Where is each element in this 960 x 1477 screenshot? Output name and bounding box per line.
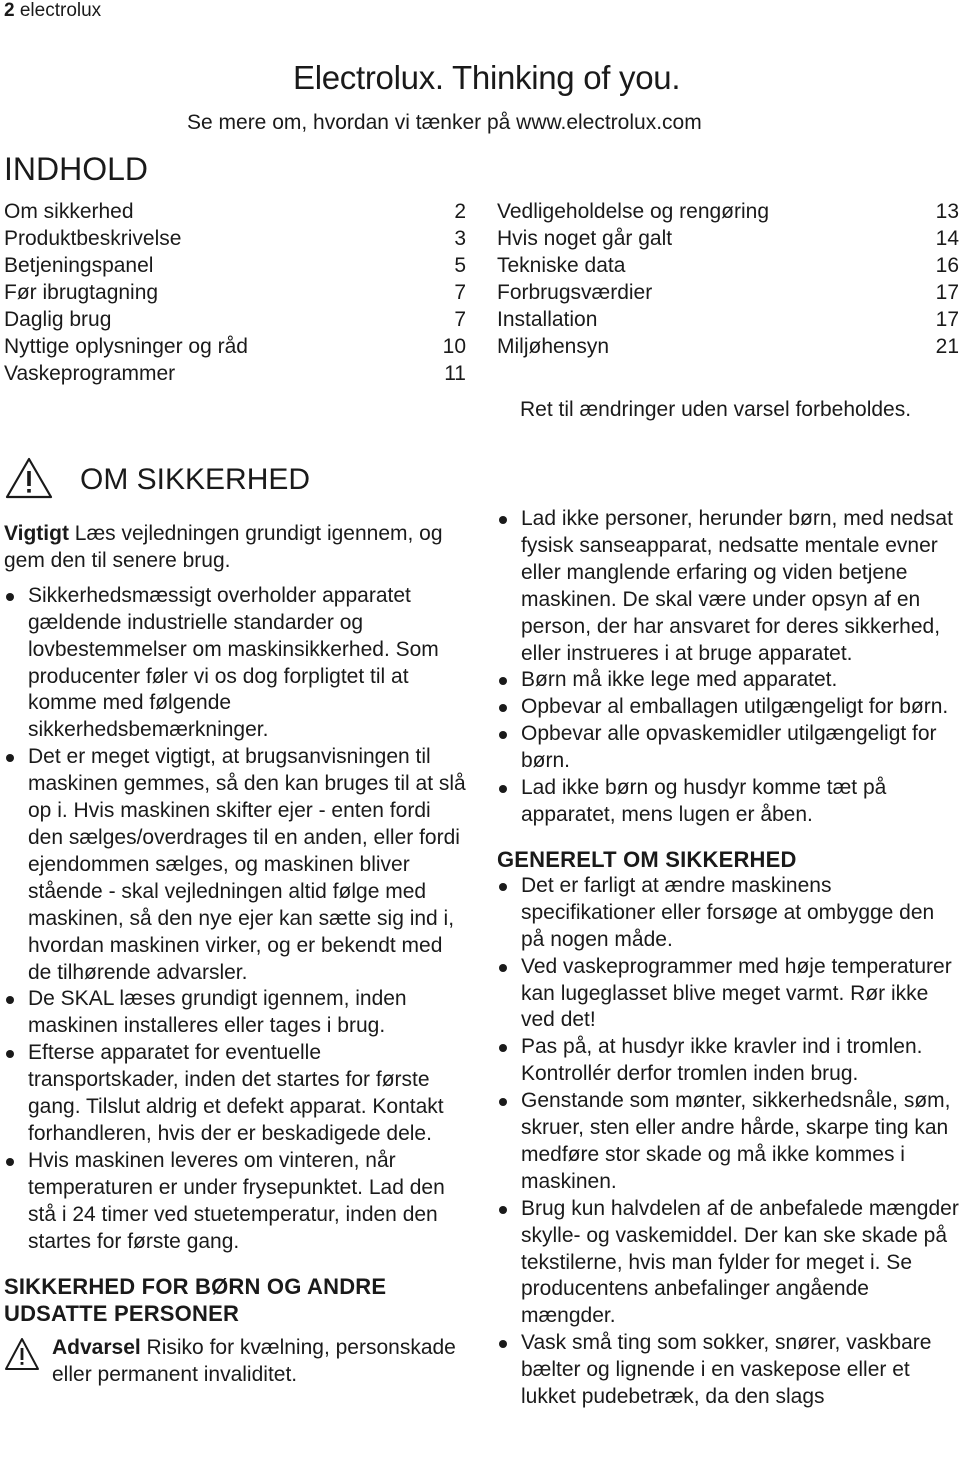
- toc-entry-label: Vaskeprogrammer: [4, 362, 176, 385]
- children-safety-heading: SIKKERHED FOR BØRN OG ANDRE UDSATTE PERSONER: [4, 1274, 387, 1327]
- toc-entry-label: Vedligeholdelse og rengøring: [497, 200, 770, 223]
- toc-entry-page: 5: [454, 254, 466, 277]
- slogan-title: Electrolux. Thinking of you.: [293, 59, 681, 96]
- toc-entry-label: Om sikkerhed: [4, 200, 134, 223]
- change-notice: Ret til ændringer uden varsel forbeholdes.: [520, 398, 912, 421]
- toc-entry-page: 7: [454, 281, 466, 304]
- toc-entry: [497, 333, 959, 360]
- toc-entry-page: 17: [935, 281, 959, 304]
- list-item: Lad ikke børn og husdyr komme tæt på apparatet, mens lugen er åben.: [497, 775, 959, 829]
- toc-entry-page: 7: [454, 308, 466, 331]
- toc-entry-label: Miljøhensyn: [497, 335, 610, 358]
- toc-entry-label: Tekniske data: [497, 254, 626, 277]
- toc-entry-page: 14: [935, 227, 959, 250]
- important-note: [4, 521, 466, 575]
- page-number: 2: [4, 0, 15, 21]
- toc-entry: [4, 306, 466, 333]
- list-item: Det er farligt at ændre maskinens specifikationer eller forsøge at ombygge den på nogen måde.: [497, 873, 959, 954]
- warning-triangle-icon: [4, 456, 54, 500]
- brand-name: electrolux: [19, 0, 102, 21]
- toc-entry-label: Nyttige oplysninger og råd: [4, 335, 248, 358]
- section-heading: [4, 456, 464, 504]
- toc-entry-page: 10: [442, 335, 466, 358]
- important-text: Læs vejledningen grundigt igennem, og gem den til senere brug.: [4, 522, 443, 572]
- left-text-column: [4, 521, 466, 1389]
- toc-entry: [497, 252, 959, 279]
- list-item: Efterse apparatet for eventuelle transportskader, inden det startes for første gang. Tilslut aldrig et defekt apparat. Kontakt forhandleren, hvis der er beskadigede dele.: [4, 1040, 466, 1148]
- list-item: Ved vaskeprogrammer med høje temperaturer kan lugeglasset blive meget varmt. Rør ikke ved det!: [497, 954, 959, 1035]
- toc-entry-page: 11: [444, 362, 466, 385]
- toc-entry: [497, 279, 959, 306]
- list-item: Opbevar alle opvaskemidler utilgængeligt for børn.: [497, 721, 959, 775]
- toc-entry: [497, 225, 959, 252]
- toc-entry: [497, 306, 959, 333]
- important-label: Vigtigt: [4, 522, 69, 545]
- right-text-column: [497, 506, 959, 1411]
- toc-entry-page: 21: [935, 335, 959, 358]
- children-bullet-list: [497, 506, 959, 829]
- list-item: Brug kun halvdelen af de anbefalede mængder skylle- og vaskemiddel. Der kan ske skade på tekstilerne, hvis man fylder for meget i. Se producentens anbefalinger angående mængder.: [497, 1196, 959, 1331]
- page-header: [4, 0, 101, 22]
- toc-entry-label: Produktbeskrivelse: [4, 227, 182, 250]
- toc-entry-label: Før ibrugtagning: [4, 281, 159, 304]
- safety-bullet-list: [4, 583, 466, 1256]
- toc-entry: [4, 225, 466, 252]
- toc-entry-label: Forbrugsværdier: [497, 281, 653, 304]
- toc-entry-label: Betjeningspanel: [4, 254, 154, 277]
- toc-entry-page: 2: [454, 200, 466, 223]
- toc-entry: [4, 198, 466, 225]
- toc-entry-page: 16: [935, 254, 959, 277]
- slogan-subtitle: Se mere om, hvordan vi tænker på www.electrolux.com: [187, 111, 702, 134]
- list-item: Det er meget vigtigt, at brugsanvisningen til maskinen gemmes, så den kan bruges til at slå op i. Hvis maskinen skifter ejer - enten fordi den sælges/overdrages til en anden, eller fordi ejendommen sælges, og maskinen bliver stående - skal vejledningen altid følge med maskinen, så den nye ejer kan sætte sig ind i, hvordan maskinen virker, og er bekendt med de tilhørende advarsler.: [4, 744, 466, 986]
- list-item: Børn må ikke lege med apparatet.: [497, 667, 959, 694]
- general-bullet-list: [497, 873, 959, 1411]
- toc-entry: [4, 279, 466, 306]
- list-item: Pas på, at husdyr ikke kravler ind i tromlen. Kontrollér derfor tromlen inden brug.: [497, 1034, 959, 1088]
- warning-label: Advarsel: [52, 1336, 141, 1360]
- toc-entry-label: Installation: [497, 308, 598, 331]
- toc-entry-page: 17: [935, 308, 959, 331]
- list-item: Sikkerhedsmæssigt overholder apparatet gældende industrielle standarder og lovbestemmelser om maskinsikkerhed. Som producenter føler vi os dog forpligtet til at komme med følgende sikkerhedsbemærkninger.: [4, 583, 466, 744]
- list-item: Hvis maskinen leveres om vinteren, når temperaturen er under frysepunktet. Lad den stå i 24 timer ved stuetemperatur, inden den startes for første gang.: [4, 1148, 466, 1256]
- toc-right-column: [497, 198, 959, 360]
- warning-text: Risiko for kvælning, personskade eller permanent invaliditet.: [52, 1336, 456, 1387]
- list-item: Lad ikke personer, herunder børn, med nedsat fysisk sanseapparat, nedsatte mentale evner eller manglende erfaring og viden betjene maskinen. De skal være under opsyn af en person, der har ansvaret for deres sikkerhed, eller instrueres i at bruge apparatet.: [497, 506, 959, 667]
- section-title: OM SIKKERHED: [80, 463, 311, 496]
- toc-entry: [4, 360, 466, 387]
- toc-entry-page: 3: [454, 227, 466, 250]
- toc-left-column: [4, 198, 466, 387]
- toc-entry: [4, 252, 466, 279]
- list-item: Vask små ting som sokker, snører, vaskbare bælter og lignende i en vaskepose eller et lukket pudebetræk, da den slags: [497, 1330, 959, 1411]
- warning-triangle-icon: [4, 1337, 40, 1371]
- toc-entry: [497, 198, 959, 225]
- list-item: Genstande som mønter, sikkerhedsnåle, søm, skruer, sten eller andre hårde, skarpe ting kan medføre stor skade og må ikke kommes i maskinen.: [497, 1088, 959, 1196]
- list-item: Opbevar al emballagen utilgængeligt for børn.: [497, 694, 959, 721]
- toc-title: INDHOLD: [4, 151, 149, 187]
- list-item: De SKAL læses grundigt igennem, inden maskinen installeres eller tages i brug.: [4, 986, 466, 1040]
- toc-entry-label: Daglig brug: [4, 308, 112, 331]
- toc-entry-page: 13: [935, 200, 959, 223]
- warning-note: [4, 1335, 466, 1389]
- general-safety-heading: GENERELT OM SIKKERHED: [497, 846, 797, 872]
- toc-entry-label: Hvis noget går galt: [497, 227, 673, 250]
- toc-entry: [4, 333, 466, 360]
